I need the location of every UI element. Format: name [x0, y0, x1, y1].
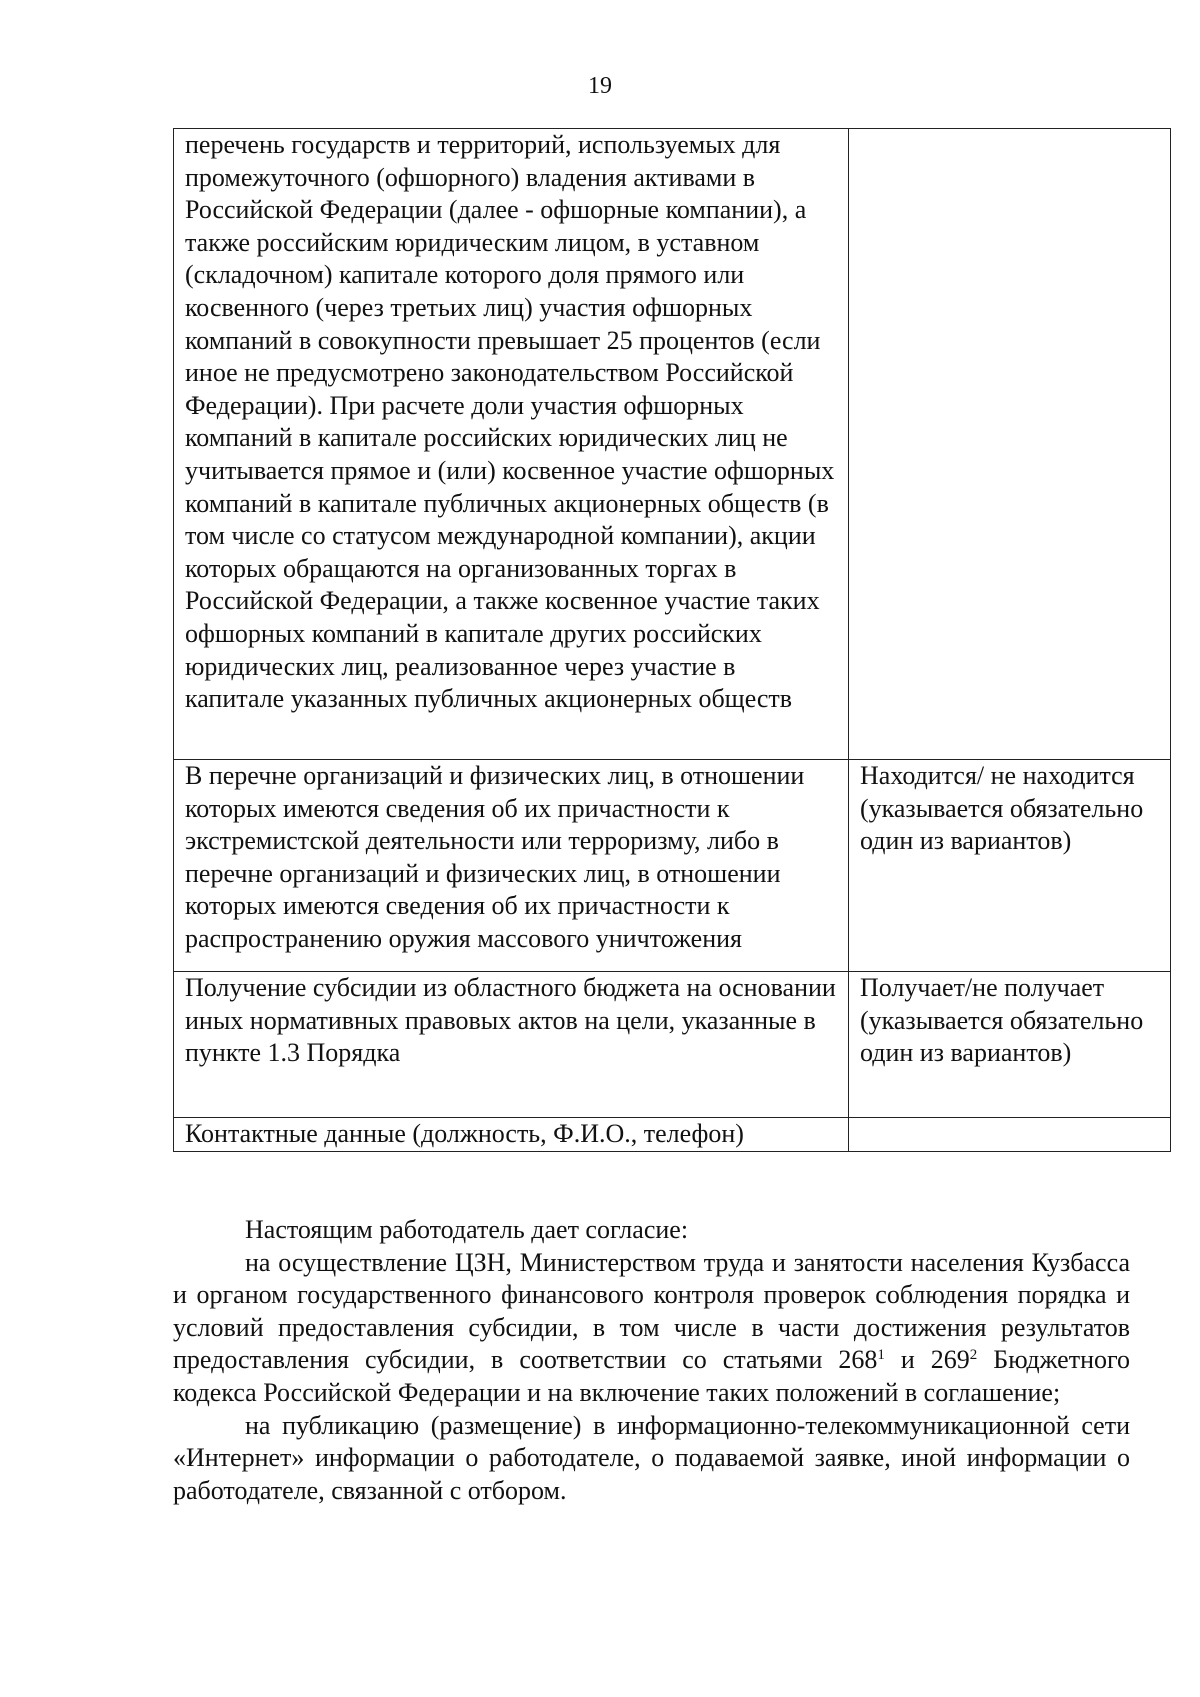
footnote-marker: 2	[969, 1347, 978, 1364]
consent-intro: Настоящим работодатель дает согласие:	[245, 1215, 689, 1244]
table-row	[174, 760, 1171, 972]
table-row	[174, 129, 1171, 760]
table-row	[174, 972, 1171, 1118]
table-cell-criterion: перечень государств и территорий, используемых для промежуточного (офшорного) владения активами в Российской Федерации (далее - офшорные компании), а также российским юридическим лицом, в уставном (складочном) капитале которого доля прямого или косвенного (через третьих лиц) участия офшорных компаний в совокупности превышает 25 процентов (если иное не предусмотрено законодательством Российской Федерации). При расчете доли участия офшорных компаний в капитале российских юридических лиц не учитывается прямое и (или) косвенное участие офшорных компаний в капитале публичных акционерных обществ (в том числе со статусом международной компании), акции которых обращаются на организованных торгах в Российской Федерации, а также косвенное участие таких офшорных компаний в капитале других российских юридических лиц, реализованное через участие в капитале указанных публичных акционерных обществ	[174, 129, 849, 760]
page-number: 19	[588, 73, 612, 99]
table-cell-value	[849, 1118, 1171, 1152]
table-cell-value: Получает/не получает (указывается обязательно один из вариантов)	[849, 972, 1171, 1118]
consent-section	[173, 1214, 1130, 1507]
table-cell-criterion: В перечне организаций и физических лиц, в отношении которых имеются сведения об их причастности к экстремистской деятельности или терроризму, либо в перечне организаций и физических лиц, в отношении которых имеются сведения об их причастности к распространению оружия массового уничтожения	[174, 760, 849, 972]
table-cell-criterion: Получение субсидии из областного бюджета на основании иных нормативных правовых актов на цели, указанные в пункте 1.3 Порядка	[174, 972, 849, 1118]
table-cell-value: Находится/ не находится (указывается обязательно один из вариантов)	[849, 760, 1171, 972]
consent-text-part: на осуществление ЦЗН, Министерством труда и занятости населения Кузбасса и органом государственного финансового контроля проверок соблюдения порядка и условий предоставления субсидии, в том числе в части достижения результатов предоставления субсидии, в соответствии со статьями 268	[173, 1247, 1130, 1375]
table-cell-criterion: Контактные данные (должность, Ф.И.О., телефон)	[174, 1118, 849, 1152]
consent-text-part: Бюджетного кодекса Российской Федерации и на включение таких положений в соглашение;	[173, 1345, 1131, 1407]
table-cell-value	[849, 129, 1171, 760]
consent-paragraph-inspections	[173, 1247, 1130, 1410]
table-row	[174, 1118, 1171, 1152]
footnote-marker: 1	[877, 1347, 885, 1364]
consent-text-part: и 269	[884, 1345, 970, 1375]
requirements-table	[173, 128, 1171, 1152]
consent-paragraph-publication: на публикацию (размещение) в информационно-телекоммуникационной сети «Интернет» информации о работодателе, о подаваемой заявке, иной информации о работодателе, связанной с отбором.	[173, 1410, 1130, 1505]
